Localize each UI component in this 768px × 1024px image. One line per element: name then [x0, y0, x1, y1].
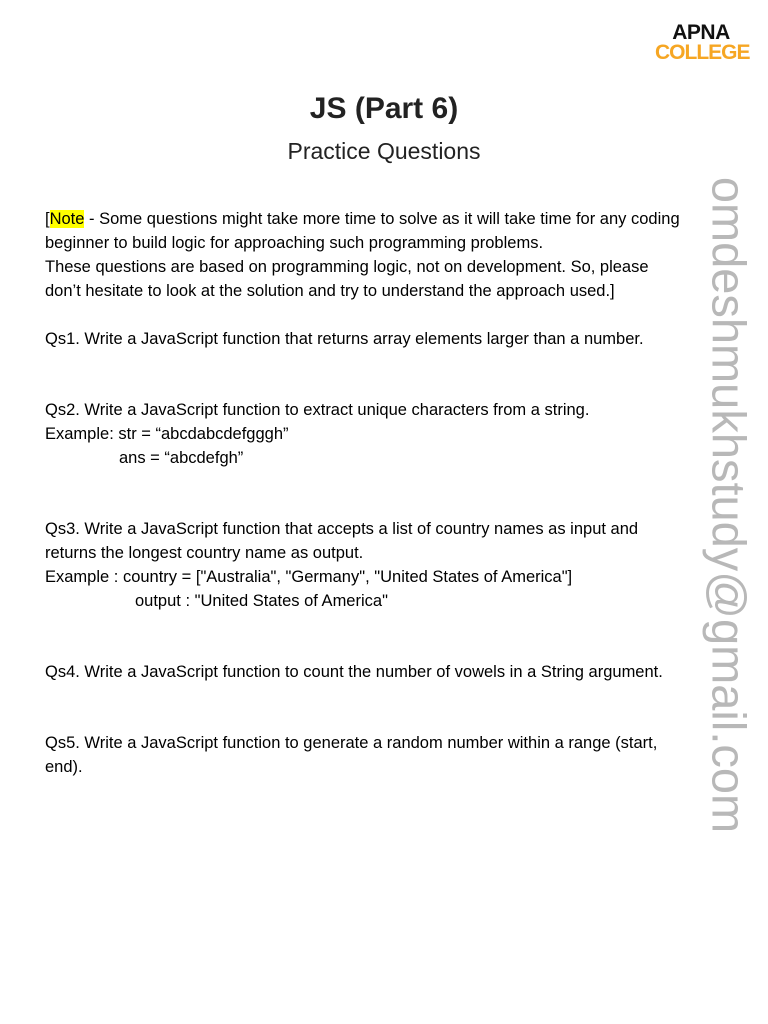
- email-watermark: omdeshmukhstudy@gmail.com: [702, 176, 756, 834]
- question-3-line-1: Qs3. Write a JavaScript function that accepts a list of country names as input and: [45, 520, 639, 538]
- note-highlight: Note: [49, 210, 85, 228]
- note-line-1-rest: - Some questions might take more time to solve as it will take time for any coding: [84, 210, 680, 228]
- page-subtitle: Practice Questions: [287, 138, 481, 164]
- note-line-1: [45, 207, 735, 231]
- note-line-4: don’t hesitate to look at the solution and try to understand the approach used.]: [45, 282, 615, 300]
- apna-college-logo: [655, 21, 750, 64]
- page-title: JS (Part 6): [309, 92, 459, 125]
- question-5-line-2: end).: [45, 758, 83, 776]
- question-2-answer: ans = “abcdefgh”: [119, 449, 244, 467]
- question-5-line-1: Qs5. Write a JavaScript function to generate a random number within a range (start,: [45, 734, 658, 752]
- question-3-example: Example : country = ["Australia", "Germany", "United States of America"]: [45, 568, 573, 586]
- note-line-2: beginner to build logic for approaching such programming problems.: [45, 234, 544, 252]
- question-3-output: output : "United States of America": [135, 592, 388, 610]
- logo-line-apna: APNA: [672, 21, 730, 44]
- question-1: Qs1. Write a JavaScript function that returns array elements larger than a number.: [45, 330, 644, 348]
- question-3-line-2: returns the longest country name as output.: [45, 544, 364, 562]
- question-2: Qs2. Write a JavaScript function to extract unique characters from a string.: [45, 401, 590, 419]
- question-2-example: Example: str = “abcdabcdefgggh”: [45, 425, 289, 443]
- logo-line-college: COLLEGE: [655, 41, 750, 64]
- question-4: Qs4. Write a JavaScript function to count the number of vowels in a String argument.: [45, 663, 663, 681]
- document-body: [45, 207, 735, 779]
- note-line-3: These questions are based on programming logic, not on development. So, please: [45, 258, 649, 276]
- note-open-bracket: [: [45, 210, 50, 228]
